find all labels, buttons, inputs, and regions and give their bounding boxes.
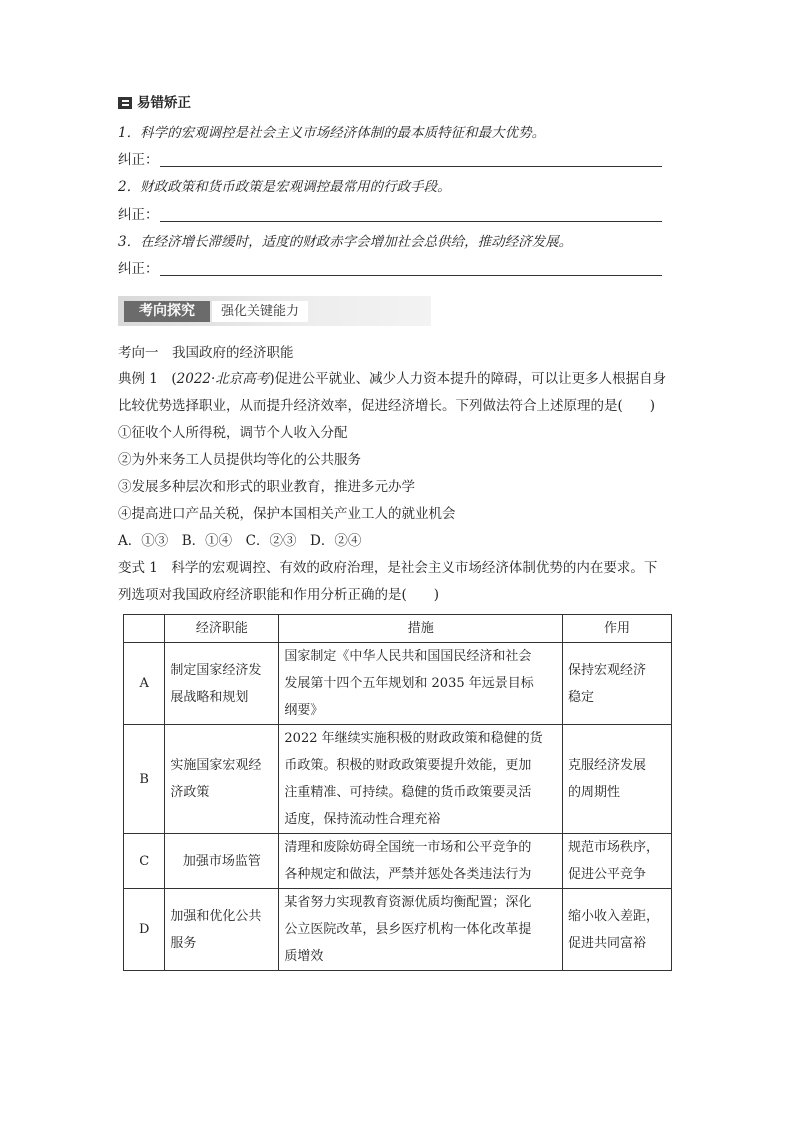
cell-line: 2022 年继续实施积极的财政政策和稳健的货 <box>284 731 543 746</box>
row-effect <box>562 643 671 725</box>
cell-line: 国家制定《中华人民共和国国民经济和社会 <box>284 649 532 664</box>
table-row <box>124 725 672 834</box>
topic-heading: 考向一 我国政府的经济职能 <box>118 345 294 361</box>
cell-line: 币政策。积极的财政政策要提升效能，更加 <box>284 758 532 773</box>
function-table <box>123 614 672 971</box>
table-row <box>124 834 672 889</box>
row-key: C <box>124 834 165 889</box>
variant-line-2: 列选项对我国政府经济职能和作用分析正确的是( ) <box>118 587 440 603</box>
correction-line-1[interactable] <box>160 166 662 167</box>
section-title: 易错矫正 <box>137 95 191 111</box>
example-option-3: ③发展多种层次和形式的职业教育，推进多元办学 <box>118 479 415 495</box>
table-header-row <box>124 615 672 643</box>
error-item-3: 3．在经济增长滞缓时，适度的财政赤字会增加社会总供给，推动经济发展。 <box>118 234 573 250</box>
example-option-2: ②为外来务工人员提供均等化的公共服务 <box>118 452 361 468</box>
cell-line: 发展第十四个五年规划和 2035 年远景目标 <box>284 676 534 691</box>
error-item-2: 2．财政政策和货币政策是宏观调控最常用的行政手段。 <box>118 179 451 195</box>
correction-label-2: 纠正： <box>118 207 159 223</box>
row-function <box>165 889 279 971</box>
variant-line-1: 变式 1 科学的宏观调控、有效的政府治理，是社会主义市场经济体制优势的内在要求。下 <box>118 560 658 576</box>
header-measure: 措施 <box>279 615 563 643</box>
example-option-4: ④提高进口产品关税，保护本国相关产业工人的就业机会 <box>118 506 456 522</box>
cell-line: 克服经济发展 <box>567 758 646 773</box>
header-effect: 作用 <box>562 615 671 643</box>
cell-line: 各种规定和做法，严禁并惩处各类违法行为 <box>284 867 532 882</box>
cell-line: 服务 <box>170 935 197 951</box>
cell-line: 展战略和规划 <box>170 689 249 705</box>
example-choices: A．①③ B．①④ C．②③ D．②④ <box>118 533 362 549</box>
error-item-1: 1．科学的宏观调控是社会主义市场经济体制的最本质特征和最大优势。 <box>118 125 546 141</box>
example-rest: )促进公平就业、减少人力资本提升的障碍，可以让更多人根据自身 <box>269 371 667 387</box>
cell-line: 的周期性 <box>567 785 620 800</box>
row-effect <box>562 725 671 834</box>
correction-label-1: 纠正： <box>118 152 159 168</box>
cell-line: 质增效 <box>284 949 324 964</box>
table-row <box>124 643 672 725</box>
row-measure <box>279 643 563 725</box>
cell-line: 济政策 <box>170 785 210 800</box>
banner-dark-label: 考向探究 <box>124 301 210 322</box>
row-function <box>165 725 279 834</box>
cell-line: 清理和废除妨碍全国统一市场和公平竞争的 <box>284 840 532 855</box>
example-line-2: 比较优势选择职业，从而提升经济效率，促进经济增长。下列做法符合上述原理的是( ) <box>118 398 656 414</box>
example-source: 2022·北京高考 <box>176 371 270 387</box>
cell-line: 缩小收入差距， <box>567 908 659 924</box>
cell-line: 制定国家经济发 <box>170 662 262 678</box>
cell-line: 规范市场秩序， <box>567 840 659 855</box>
cell-line: 保持宏观经济 <box>567 662 646 678</box>
correction-label-3: 纠正： <box>118 261 159 277</box>
cell-line: 某省努力实现教育资源优质均衡配置；深化 <box>284 895 532 910</box>
cell-line: 稳定 <box>567 689 594 705</box>
example-prefix: 典例 1 ( <box>118 371 177 387</box>
cell-line: 促进公平竞争 <box>567 867 646 882</box>
row-key: B <box>124 725 165 834</box>
header-function: 经济职能 <box>165 615 279 643</box>
correction-line-3[interactable] <box>160 275 662 276</box>
section-marker-icon <box>118 97 132 109</box>
row-key: D <box>124 889 165 971</box>
row-function <box>165 834 279 889</box>
row-function <box>165 643 279 725</box>
cell-line: 纲要》 <box>284 703 324 718</box>
row-key: A <box>124 643 165 725</box>
cell-line: 注重精准、可持续。稳健的货币政策要灵活 <box>284 785 532 800</box>
header-blank <box>124 615 165 643</box>
banner-light-label: 强化关键能力 <box>212 301 308 322</box>
example-option-1: ①征收个人所得税，调节个人收入分配 <box>118 425 348 441</box>
cell-line: 适度，保持流动性合理充裕 <box>284 812 441 827</box>
row-measure <box>279 834 563 889</box>
cell-line: 加强和优化公共 <box>170 908 262 924</box>
row-measure <box>279 889 563 971</box>
table-row <box>124 889 672 971</box>
cell-line: 促进共同富裕 <box>567 935 646 951</box>
cell-line: 公立医院改革，县乡医疗机构一体化改革提 <box>284 922 532 937</box>
correction-line-2[interactable] <box>160 221 662 222</box>
row-measure <box>279 725 563 834</box>
cell-line: 实施国家宏观经 <box>170 758 262 773</box>
row-effect <box>562 889 671 971</box>
row-effect <box>562 834 671 889</box>
cell-line: 加强市场监管 <box>182 853 261 869</box>
example-line-1 <box>118 370 666 388</box>
